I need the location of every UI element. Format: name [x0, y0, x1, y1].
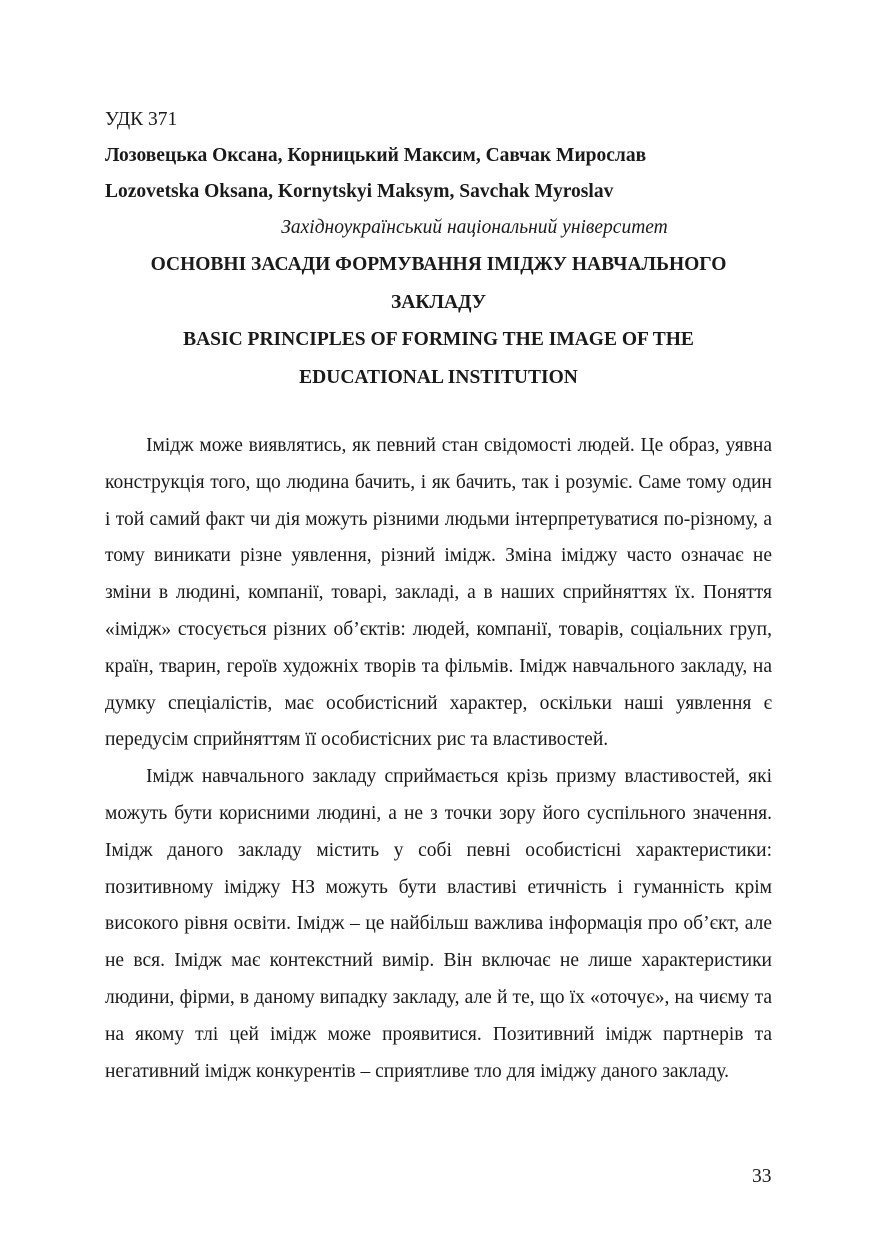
body-paragraph-2: Імідж навчального закладу сприймається крізь призму властивостей, які можуть бути корисними людині, а не з точки зору його суспільного значення. Імідж даного закладу містить у собі певні особистісні характеристики: позитивному іміджу НЗ можуть бути властиві етичність і гуманність крім високого рівня освіти. Імідж – це найбільш важлива інформація про об’єкт, але не вся. Імідж має контекстний вимір. Він включає не лише характеристики людини, фірми, в даному випадку закладу, але й те, що їх «оточує», на чиєму та на якому тлі цей імідж може проявитися. Позитивний імідж партнерів та негативний імідж конкурентів – сприятливе тло для іміджу даного закладу. [105, 766, 772, 1082]
title-ukrainian-line-2: ЗАКЛАДУ [390, 291, 487, 313]
affiliation: Західноукраїнський національний університет [281, 217, 668, 238]
title-ukrainian-line-1: ОСНОВНІ ЗАСАДИ ФОРМУВАННЯ ІМІДЖУ НАВЧАЛЬНОГО [150, 254, 727, 275]
title-english-line-2: EDUCATIONAL INSTITUTION [299, 366, 578, 388]
udk-code: УДК 371 [105, 109, 178, 130]
page-number: 33 [752, 1166, 772, 1187]
body-paragraph-1: Імідж може виявлятись, як певний стан свідомості людей. Це образ, уявна конструкція того, що людина бачить, і як бачить, так і розуміє. Саме тому один і той самий факт чи дія можуть різними людьми інтерпретуватися по-різному, а тому виникати різне уявлення, різний імідж. Зміна іміджу часто означає не зміни в людині, компанії, товарі, закладі, а в наших сприйняттях їх. Поняття «імідж» стосується різних об’єктів: людей, компанії, товарів, соціальних груп, країн, тварин, героїв художніх творів та фільмів. Імідж навчального закладу, на думку спеціалістів, має особистісний характер, оскільки наші уявлення є передусім сприйняттям її особистісних рис та властивостей. [105, 435, 772, 751]
authors-ukrainian: Лозовецька Оксана, Корницький Максим, Савчак Мирослав [105, 145, 647, 166]
title-english-line-1: BASIC PRINCIPLES OF FORMING THE IMAGE OF THE [183, 329, 694, 350]
article-page [105, 102, 772, 1090]
authors-english: Lozovetska Oksana, Kornytskyi Maksym, Savchak Myroslav [105, 181, 614, 202]
title-block [105, 246, 772, 396]
